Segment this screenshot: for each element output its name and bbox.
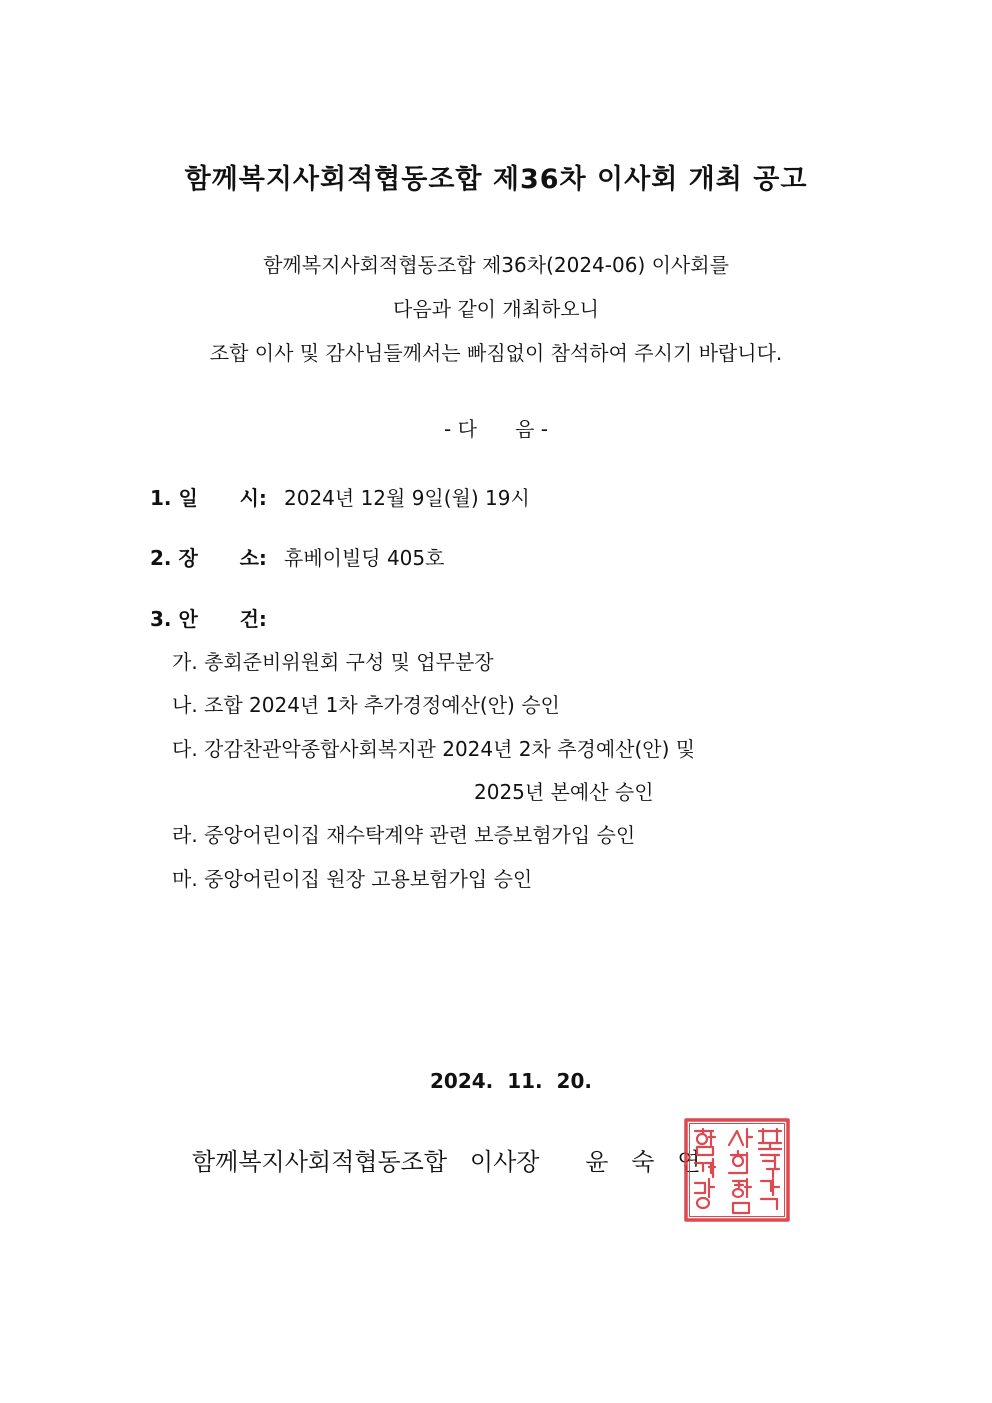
item-location	[150, 543, 444, 573]
agenda-item-3: 다. 강감찬관악종합사회복지관 2024년 2차 추경예산(안) 및	[172, 737, 696, 761]
document-title: 함께복지사회적협동조합 제36차 이사회 개최 공고	[184, 164, 808, 195]
agenda-item-2: 나. 조합 2024년 1차 추가경정예산(안) 승인	[172, 693, 560, 717]
official-seal-stamp	[683, 1117, 791, 1223]
agenda-item-4: 라. 중앙어린이집 재수탁계약 관련 보증보험가입 승인	[172, 823, 636, 847]
intro-line-2: 다음과 같이 개최하오니	[393, 297, 599, 321]
agenda-item-3-continued: 2025년 본예산 승인	[474, 780, 654, 804]
intro-line-3: 조합 이사 및 감사님들께서는 빠짐없이 참석하여 주시기 바랍니다.	[209, 341, 783, 365]
item-datetime	[150, 483, 530, 513]
agenda-item-1: 가. 총회준비위원회 구성 및 업무분장	[172, 650, 494, 674]
section-heading: - 다 음 -	[444, 417, 548, 441]
item-agenda	[150, 604, 284, 634]
item-datetime-label: 1. 일 시:	[150, 486, 267, 510]
signer-line: 함께복지사회적협동조합 이사장 윤 숙 연	[192, 1148, 701, 1176]
intro-line-1: 함께복지사회적협동조합 제36차(2024-06) 이사회를	[263, 253, 729, 277]
item-location-label: 2. 장 소:	[150, 546, 267, 570]
item-datetime-value: 2024년 12월 9일(월) 19시	[284, 486, 530, 510]
item-agenda-label: 3. 안 건:	[150, 607, 267, 631]
item-location-value: 휴베이빌딩 405호	[284, 546, 445, 570]
agenda-item-5: 마. 중앙어린이집 원장 고용보험가입 승인	[172, 867, 533, 891]
document-date: 2024. 11. 20.	[430, 1069, 592, 1093]
